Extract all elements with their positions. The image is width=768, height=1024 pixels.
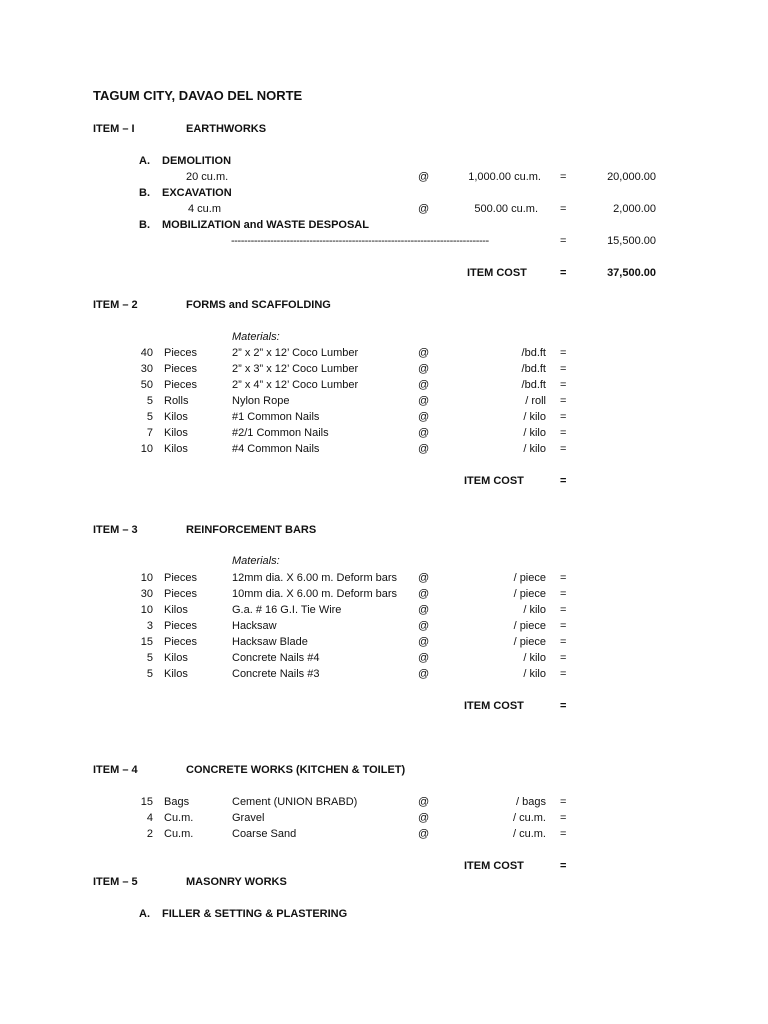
material-description: Concrete Nails #3 bbox=[232, 668, 320, 680]
material-unit-price-label: /bd.ft bbox=[521, 363, 546, 375]
item1-name: EARTHWORKS bbox=[186, 123, 267, 135]
material-unit-price-label: / kilo bbox=[523, 443, 546, 455]
item1-b-qty: 4 cu.m bbox=[188, 203, 222, 215]
at-symbol: @ bbox=[418, 171, 430, 183]
equals-symbol: = bbox=[560, 427, 567, 439]
material-qty: 10 bbox=[140, 604, 153, 616]
material-description: Concrete Nails #4 bbox=[232, 652, 320, 664]
at-symbol: @ bbox=[418, 379, 430, 391]
material-unit: Kilos bbox=[164, 604, 188, 616]
material-qty: 30 bbox=[140, 588, 153, 600]
material-unit-price-label: / roll bbox=[525, 395, 546, 407]
material-qty: 2 bbox=[146, 828, 153, 840]
equals-symbol: = bbox=[560, 652, 567, 664]
material-qty: 15 bbox=[140, 796, 153, 808]
item4-number: ITEM – 4 bbox=[93, 764, 138, 776]
item1-b-label: B. bbox=[139, 187, 150, 199]
material-unit: Pieces bbox=[164, 588, 198, 600]
material-unit-price-label: / piece bbox=[513, 572, 546, 584]
equals-symbol: = bbox=[560, 636, 567, 648]
material-unit-price-label: / piece bbox=[513, 620, 546, 632]
material-unit-price-label: / bags bbox=[516, 796, 546, 808]
material-unit: Kilos bbox=[164, 427, 188, 439]
material-unit: Cu.m. bbox=[164, 828, 194, 840]
at-symbol: @ bbox=[418, 411, 430, 423]
material-unit: Rolls bbox=[164, 395, 189, 407]
material-unit: Pieces bbox=[164, 620, 198, 632]
item2-materials-label: Materials: bbox=[232, 331, 280, 343]
material-description: #4 Common Nails bbox=[232, 443, 320, 455]
material-qty: 4 bbox=[146, 812, 153, 824]
material-description: 12mm dia. X 6.00 m. Deform bars bbox=[232, 572, 398, 584]
equals-symbol: = bbox=[560, 828, 567, 840]
item4-cost-label: ITEM COST bbox=[464, 860, 524, 872]
item1-a-qty: 20 cu.m. bbox=[186, 171, 229, 183]
document-title: TAGUM CITY, DAVAO DEL NORTE bbox=[93, 88, 303, 103]
at-symbol: @ bbox=[418, 347, 430, 359]
material-description: 10mm dia. X 6.00 m. Deform bars bbox=[232, 588, 398, 600]
equals-symbol: = bbox=[560, 860, 567, 872]
item4-name: CONCRETE WORKS (KITCHEN & TOILET) bbox=[186, 764, 406, 776]
item1-cost-value: 37,500.00 bbox=[607, 267, 656, 279]
material-description: Hacksaw Blade bbox=[232, 636, 308, 648]
material-qty: 40 bbox=[140, 347, 153, 359]
at-symbol: @ bbox=[418, 604, 430, 616]
at-symbol: @ bbox=[418, 363, 430, 375]
material-description: Hacksaw bbox=[232, 620, 277, 632]
material-unit-price-label: / kilo bbox=[523, 668, 546, 680]
equals-symbol: = bbox=[560, 588, 567, 600]
equals-symbol: = bbox=[560, 267, 567, 279]
material-qty: 10 bbox=[140, 443, 153, 455]
equals-symbol: = bbox=[560, 347, 567, 359]
item3-materials-label: Materials: bbox=[232, 555, 280, 567]
equals-symbol: = bbox=[560, 203, 567, 215]
item5-number: ITEM – 5 bbox=[93, 876, 138, 888]
item3-number: ITEM – 3 bbox=[93, 524, 138, 536]
equals-symbol: = bbox=[560, 668, 567, 680]
material-qty: 5 bbox=[146, 411, 153, 423]
item1-b-amount: 2,000.00 bbox=[613, 203, 656, 215]
at-symbol: @ bbox=[418, 572, 430, 584]
equals-symbol: = bbox=[560, 812, 567, 824]
material-description: 2” x 3” x 12’ Coco Lumber bbox=[232, 363, 359, 375]
equals-symbol: = bbox=[560, 395, 567, 407]
material-unit: Bags bbox=[164, 796, 190, 808]
material-qty: 5 bbox=[146, 668, 153, 680]
material-description: Gravel bbox=[232, 812, 265, 824]
item1-a-amount: 20,000.00 bbox=[607, 171, 656, 183]
at-symbol: @ bbox=[418, 588, 430, 600]
item1-c-name: MOBILIZATION and WASTE DESPOSAL bbox=[162, 219, 369, 231]
material-unit-price-label: / piece bbox=[513, 588, 546, 600]
material-description: #1 Common Nails bbox=[232, 411, 320, 423]
item5-a-name: FILLER & SETTING & PLASTERING bbox=[162, 908, 348, 920]
equals-symbol: = bbox=[560, 235, 567, 247]
material-description: Coarse Sand bbox=[232, 828, 297, 840]
equals-symbol: = bbox=[560, 363, 567, 375]
material-description: Nylon Rope bbox=[232, 395, 290, 407]
at-symbol: @ bbox=[418, 427, 430, 439]
material-description: 2” x 2” x 12’ Coco Lumber bbox=[232, 347, 359, 359]
at-symbol: @ bbox=[418, 828, 430, 840]
material-unit: Pieces bbox=[164, 347, 198, 359]
material-unit-price-label: / cu.m. bbox=[512, 812, 546, 824]
item1-cost-label: ITEM COST bbox=[467, 267, 527, 279]
at-symbol: @ bbox=[418, 443, 430, 455]
item2-name: FORMS and SCAFFOLDING bbox=[186, 299, 331, 311]
material-unit-price-label: / kilo bbox=[523, 652, 546, 664]
material-qty: 10 bbox=[140, 572, 153, 584]
material-unit: Pieces bbox=[164, 379, 198, 391]
item5-a-label: A. bbox=[139, 908, 150, 920]
item2-cost-label: ITEM COST bbox=[464, 475, 524, 487]
item1-b-name: EXCAVATION bbox=[162, 187, 232, 199]
at-symbol: @ bbox=[418, 395, 430, 407]
item1-c-dashes: ------------------------------------------------------------------------------- bbox=[231, 235, 489, 247]
material-unit-price-label: /bd.ft bbox=[521, 379, 546, 391]
item2-number: ITEM – 2 bbox=[93, 299, 138, 311]
equals-symbol: = bbox=[560, 411, 567, 423]
material-qty: 3 bbox=[146, 620, 153, 632]
at-symbol: @ bbox=[418, 796, 430, 808]
material-unit: Cu.m. bbox=[164, 812, 194, 824]
equals-symbol: = bbox=[560, 475, 567, 487]
material-unit: Kilos bbox=[164, 411, 188, 423]
material-qty: 5 bbox=[146, 652, 153, 664]
at-symbol: @ bbox=[418, 620, 430, 632]
material-qty: 50 bbox=[140, 379, 153, 391]
equals-symbol: = bbox=[560, 572, 567, 584]
item3-name: REINFORCEMENT BARS bbox=[186, 524, 317, 536]
item1-c-label: B. bbox=[139, 219, 150, 231]
equals-symbol: = bbox=[560, 171, 567, 183]
material-unit-price-label: / kilo bbox=[523, 604, 546, 616]
material-unit: Kilos bbox=[164, 443, 188, 455]
item1-a-name: DEMOLITION bbox=[162, 155, 232, 167]
equals-symbol: = bbox=[560, 700, 567, 712]
item3-cost-label: ITEM COST bbox=[464, 700, 524, 712]
at-symbol: @ bbox=[418, 652, 430, 664]
equals-symbol: = bbox=[560, 604, 567, 616]
material-description: 2” x 4” x 12’ Coco Lumber bbox=[232, 379, 359, 391]
material-qty: 7 bbox=[146, 427, 153, 439]
at-symbol: @ bbox=[418, 203, 430, 215]
material-unit-price-label: / kilo bbox=[523, 411, 546, 423]
item1-b-rate: 500.00 cu.m. bbox=[474, 203, 538, 215]
at-symbol: @ bbox=[418, 636, 430, 648]
material-qty: 15 bbox=[140, 636, 153, 648]
material-unit-price-label: / cu.m. bbox=[512, 828, 546, 840]
material-qty: 30 bbox=[140, 363, 153, 375]
item1-number: ITEM – I bbox=[93, 123, 135, 135]
item1-a-rate: 1,000.00 cu.m. bbox=[468, 171, 541, 183]
equals-symbol: = bbox=[560, 796, 567, 808]
material-unit-price-label: / kilo bbox=[523, 427, 546, 439]
equals-symbol: = bbox=[560, 443, 567, 455]
material-description: #2/1 Common Nails bbox=[232, 427, 329, 439]
material-unit: Kilos bbox=[164, 652, 188, 664]
item1-a-label: A. bbox=[139, 155, 150, 167]
material-qty: 5 bbox=[146, 395, 153, 407]
material-unit: Pieces bbox=[164, 636, 198, 648]
material-unit: Pieces bbox=[164, 363, 198, 375]
item1-c-amount: 15,500.00 bbox=[607, 235, 656, 247]
equals-symbol: = bbox=[560, 620, 567, 632]
material-unit-price-label: /bd.ft bbox=[521, 347, 546, 359]
equals-symbol: = bbox=[560, 379, 567, 391]
at-symbol: @ bbox=[418, 812, 430, 824]
material-description: Cement (UNION BRABD) bbox=[232, 796, 358, 808]
material-unit: Pieces bbox=[164, 572, 198, 584]
material-unit: Kilos bbox=[164, 668, 188, 680]
at-symbol: @ bbox=[418, 668, 430, 680]
material-description: G.a. # 16 G.I. Tie Wire bbox=[232, 604, 342, 616]
item5-name: MASONRY WORKS bbox=[186, 876, 287, 888]
material-unit-price-label: / piece bbox=[513, 636, 546, 648]
